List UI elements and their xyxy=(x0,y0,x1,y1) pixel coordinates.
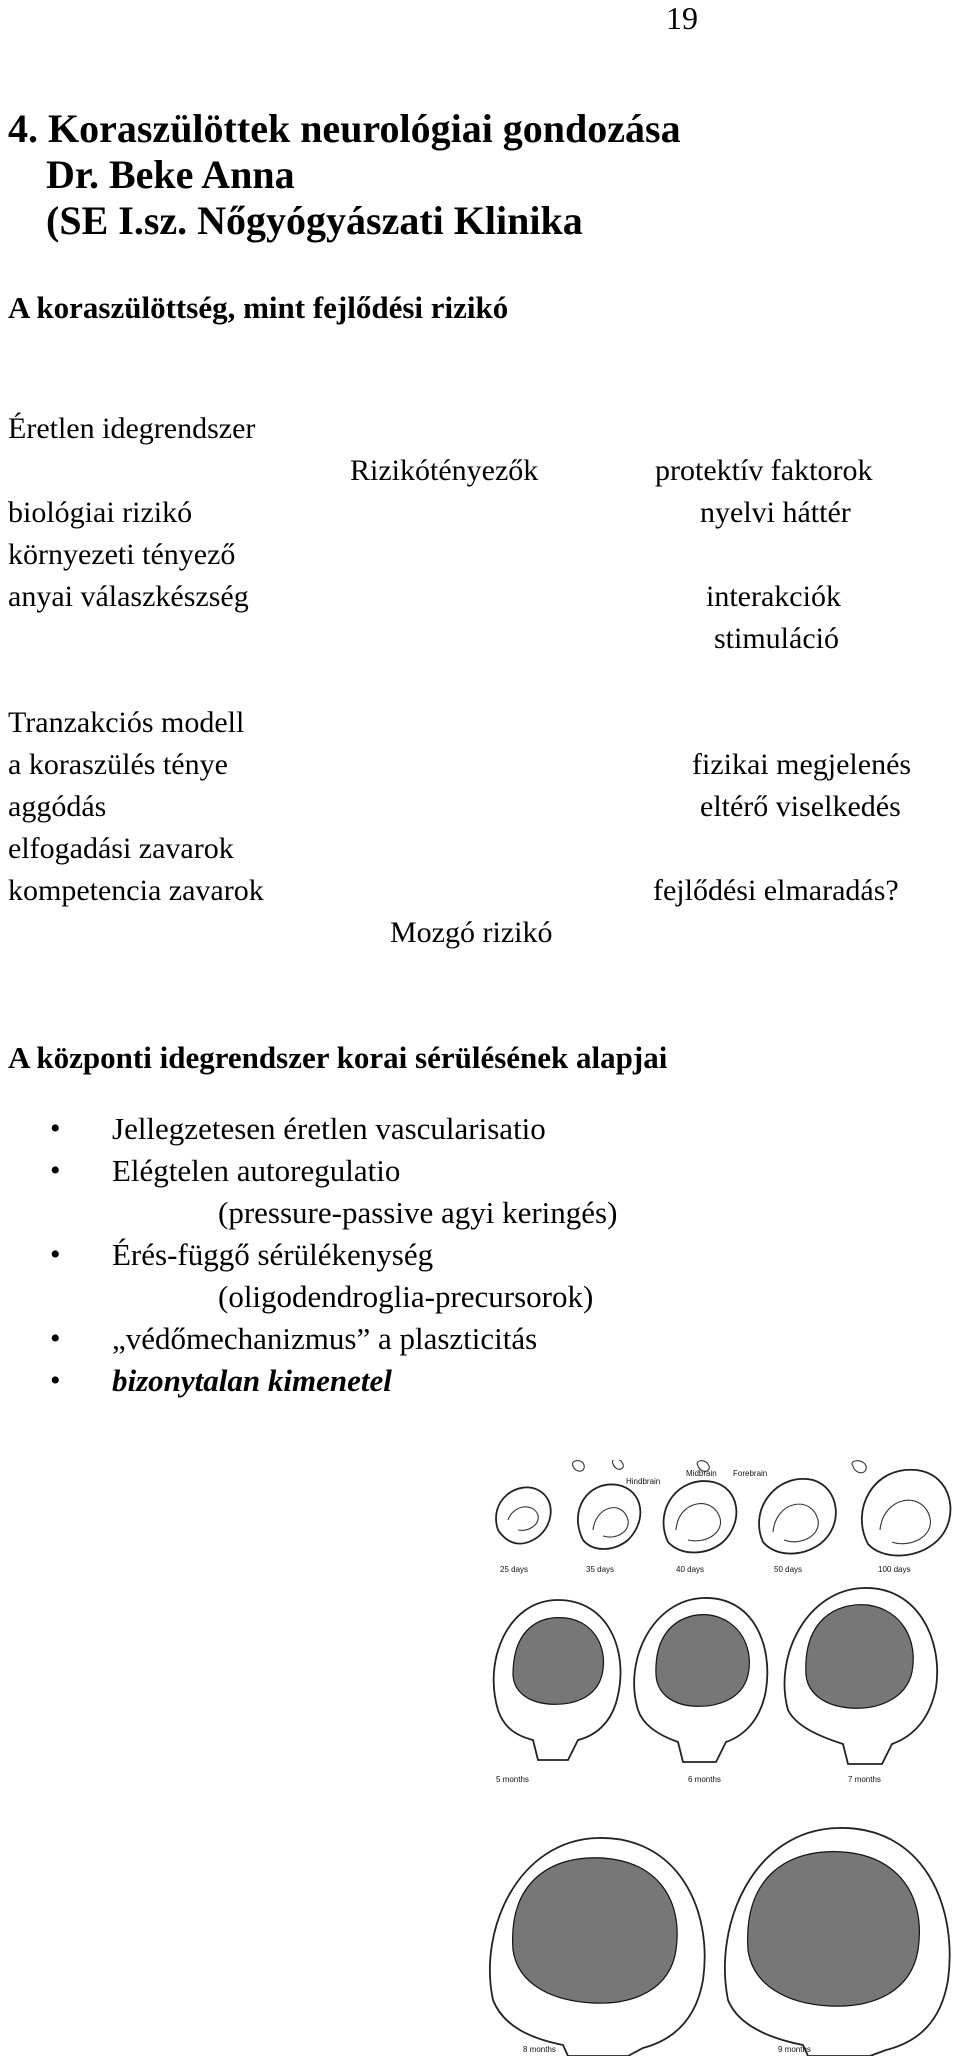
risk-item: Éretlen idegrendszer xyxy=(8,412,256,445)
transaction-item: a koraszülés ténye xyxy=(8,748,228,781)
protective-factor: interakciók xyxy=(706,580,841,613)
protective-factor: protektív faktorok xyxy=(655,454,873,487)
caption-5-months: 5 months xyxy=(496,1775,529,1784)
list-item-sub: (oligodendroglia-precursorok) xyxy=(218,1279,594,1314)
risk-left-bottom xyxy=(8,702,264,912)
late-fetal-row xyxy=(490,1828,950,2056)
risk-left-top xyxy=(8,408,255,618)
bullet-icon: • xyxy=(50,1154,61,1187)
transaction-item: Tranzakciós modell xyxy=(8,706,245,739)
protective-factor: stimuláció xyxy=(714,622,839,655)
outcome-item: fejlődési elmaradás? xyxy=(653,874,899,907)
caption-40-days: 40 days xyxy=(676,1565,705,1574)
bullet-icon: • xyxy=(50,1322,61,1355)
caption-35-days: 35 days xyxy=(586,1565,615,1574)
caption-100-days: 100 days xyxy=(878,1565,911,1574)
section-title-risk: A koraszülöttség, mint fejlődési rizikó xyxy=(8,290,509,325)
bullet-icon: • xyxy=(50,1112,61,1145)
risk-item: anyai válaszkészség xyxy=(8,580,249,613)
list-item: • Elégtelen autoregulatio xyxy=(50,1150,930,1192)
section-title-cns: A központi idegrendszer korai sérülésének alapjai xyxy=(8,1040,668,1075)
author-affiliation: (SE I.sz. Nőgyógyászati Klinika xyxy=(46,198,583,243)
caption-25-days: 25 days xyxy=(500,1565,529,1574)
moving-risk-label: Mozgó rizikó xyxy=(390,916,553,949)
caption-50-days: 50 days xyxy=(774,1565,803,1574)
caption-7-months: 7 months xyxy=(848,1775,881,1784)
transaction-item: elfogadási zavarok xyxy=(8,832,234,865)
list-item: • „védőmechanizmus” a plaszticitás xyxy=(50,1318,930,1360)
outcome-item: fizikai megjelenés xyxy=(692,748,912,781)
caption-6-months: 6 months xyxy=(688,1775,721,1784)
chapter-title: 4. Koraszülöttek neurológiai gondozása xyxy=(8,106,681,151)
risk-item: biológiai rizikó xyxy=(8,496,193,529)
risk-factors-label: Rizikótényezők xyxy=(350,454,539,487)
label-midbrain: Midbrain xyxy=(686,1469,717,1478)
list-item: • Jellegzetesen éretlen vascularisatio xyxy=(50,1108,930,1150)
caption-9-months: 9 months xyxy=(778,2045,811,2054)
fetal-row xyxy=(494,1588,937,1764)
list-item-sub: (pressure-passive agyi keringés) xyxy=(218,1195,618,1230)
caption-8-months: 8 months xyxy=(523,2045,556,2054)
transaction-item: kompetencia zavarok xyxy=(8,874,264,907)
author-name: Dr. Beke Anna xyxy=(46,152,295,197)
risk-item: környezeti tényező xyxy=(8,538,236,571)
embryo-row xyxy=(496,1460,950,1556)
list-item: • Érés-függő sérülékenység xyxy=(50,1234,930,1276)
bullet-list xyxy=(50,1108,930,1402)
protective-factor: nyelvi háttér xyxy=(700,496,851,529)
outcome-item: eltérő viselkedés xyxy=(700,790,901,823)
label-forebrain: Forebrain xyxy=(733,1469,768,1478)
bullet-icon: • xyxy=(50,1364,61,1397)
label-hindbrain: Hindbrain xyxy=(626,1477,661,1486)
page-number: 19 xyxy=(666,0,698,36)
list-item: • bizonytalan kimenetel xyxy=(50,1360,930,1402)
bullet-icon: • xyxy=(50,1238,61,1271)
transaction-item: aggódás xyxy=(8,790,107,823)
brain-development-figure xyxy=(478,1460,960,2056)
